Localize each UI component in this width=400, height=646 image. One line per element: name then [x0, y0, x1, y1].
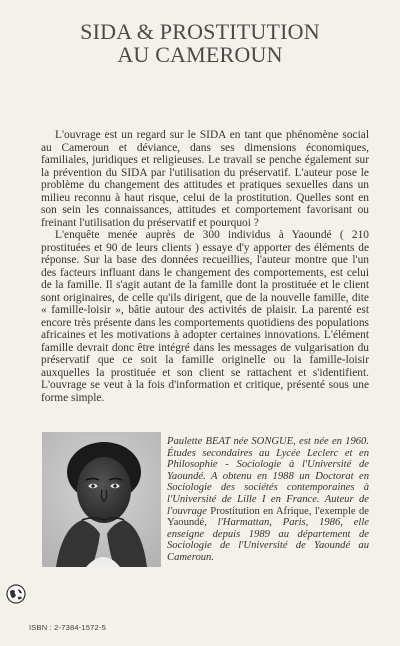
- author-bio-part-3: , l'Harmattan, Paris, 1986, elle enseigne depuis 1989 au département de Sociologie de l'Université de Yaoundé au Cameroun.: [167, 517, 369, 563]
- isbn-number: ISBN : 2-7384-1572-5: [29, 623, 106, 632]
- summary-text: [41, 129, 369, 404]
- summary-paragraph-1: L'ouvrage est un regard sur le SIDA en tant que phénomène social au Cameroun et déviance, dans ses dimensions économiques, familiales, juridiques et religieuses. Le travail se penche également sur la prévention du SIDA par l'utilisation du préservatif. L'auteur pose le problème du changement des attitudes et pratiques sexuelles dans un milieu reconnu à haut risque, celui de la prostitution. Quelles sont en son sein les connaissances, attitudes et comportement favorisant ou freinant l'utilisation du préservatif et pourquoi ?: [41, 129, 369, 229]
- author-portrait-icon: [42, 432, 161, 567]
- summary-paragraph-2: L'enquête menée auprès de 300 individus à Yaoundé ( 210 prostituées et 90 de leurs clients ) essaye d'y apporter des éléments de réponse. Sur la base des données recueillies, l'auteur montre que l'un des facteurs influant dans le changement des comportements, est celui de la famille. Il s'agit autant de la famille dont la prostituée et le client sont originaires, de celle qu'ils dirigent, que de la nouvelle famille, dite « famille-loisir », bâtie autour des activités de plaisir. La parenté est encore très présente dans les comportements quotidiens des populations africaines et les motivations à adopter certaines innovations. L'élément famille devrait donc être intégré dans les messages de vulgarisation du préservatif que ce soit la famille originelle ou la famille-loisir auxquelles la prostituée et son client se rattachent et s'identifient. L'ouvrage se veut à la fois d'information et critique, présenté sous une forme simple.: [41, 229, 369, 404]
- author-bio: [167, 436, 369, 564]
- author-bio-part-1: Paulette BEAT née SONGUE, est née en 1960. Études secondaires au Lycée Leclerc et en Philosophie - Sociologie à l'Université de Yaoundé. A obtenu en 1988 un Doctorat en Sociologie des sociétés contemporaines à l'Université de Lille I en France. Auteur de l'ouvrage: [167, 436, 369, 517]
- title-line-1: SIDA & PROSTITUTION: [80, 19, 320, 44]
- title-line-2: AU CAMEROUN: [117, 42, 283, 67]
- author-photo: [42, 432, 161, 567]
- book-title: [0, 20, 400, 66]
- author-previous-book-title: Prostitution en Afrique, l'exemple de Yaoundé: [167, 505, 369, 529]
- globe-logo-icon: [6, 584, 26, 604]
